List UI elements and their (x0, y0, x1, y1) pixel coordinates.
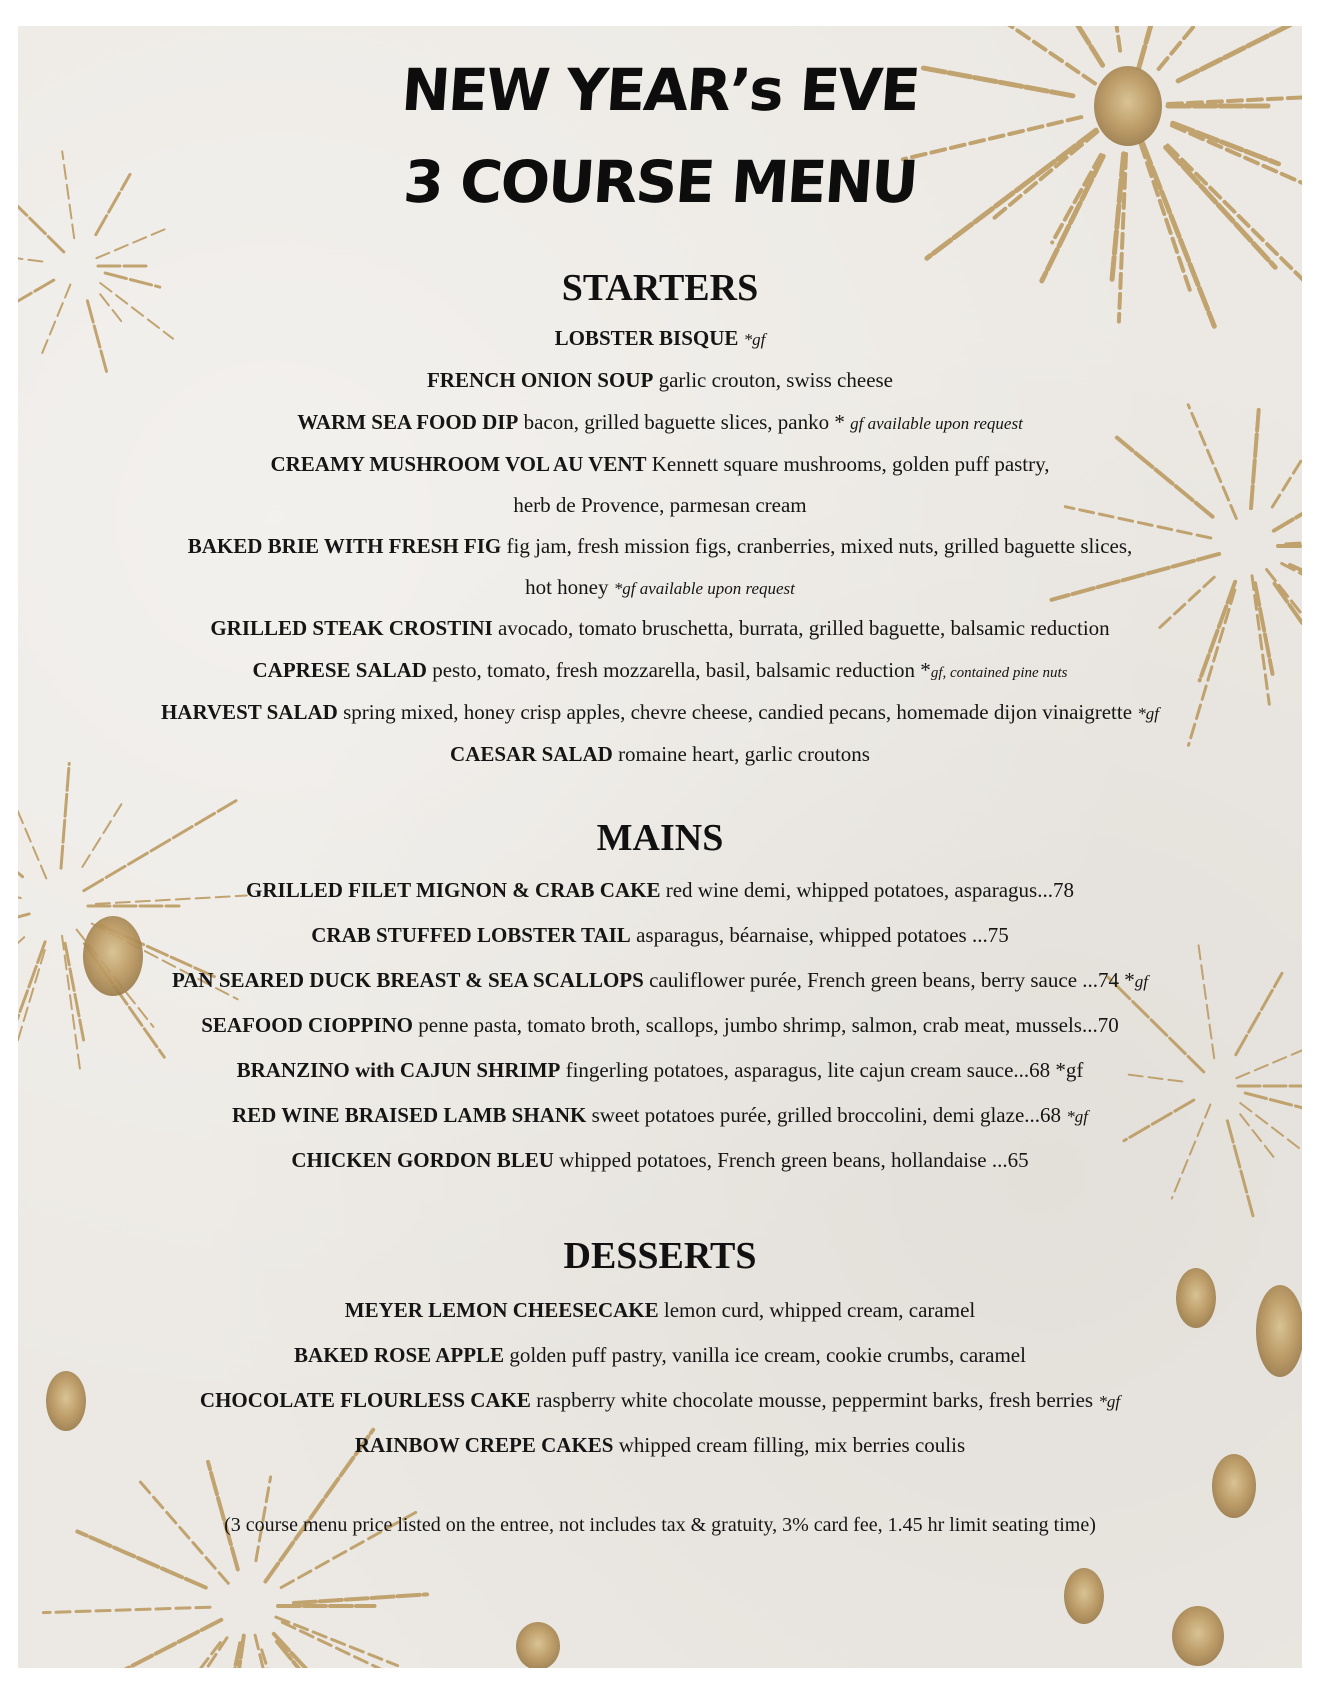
menu-item-warm-sea-food-dip (18, 410, 1302, 435)
dish-name: PAN SEARED DUCK BREAST & SEA SCALLOPS (171, 968, 644, 992)
firework-ray (18, 256, 42, 261)
dietary-note: gf, contained pine nuts (930, 665, 1068, 681)
menu-title-line-1: NEW YEAR’s EVE (399, 56, 921, 124)
glitter-dot (1172, 1606, 1224, 1666)
dish-description: whipped potatoes, French green beans, hollandaise ...65 (559, 1148, 1029, 1172)
menu-item-braised-lamb-shank (18, 1103, 1302, 1128)
menu-footer-note: (3 course menu price listed on the entree, not includes tax & gratuity, 3% card fee, 1.45 hr limit seating time) (224, 1514, 1096, 1536)
dish-description: garlic crouton, swiss cheese (658, 368, 894, 392)
dish-description: golden puff pastry, vanilla ice cream, cookie crumbs, caramel (509, 1343, 1026, 1367)
dietary-note: *gf (1098, 1392, 1121, 1411)
dish-name: RED WINE BRAISED LAMB SHANK (231, 1103, 587, 1127)
menu-item-rainbow-crepe-cakes (18, 1433, 1302, 1458)
dish-description: fingerling potatoes, asparagus, lite cajun cream sauce...68 *gf (565, 1058, 1084, 1082)
dish-name: HARVEST SALAD (160, 700, 338, 724)
desserts-heading: DESSERTS (563, 1235, 757, 1277)
dish-description: whipped cream filling, mix berries coulis (618, 1433, 966, 1457)
menu-item-french-onion-soup (18, 368, 1302, 393)
dish-description: fig jam, fresh mission figs, cranberries, mixed nuts, grilled baguette slices, (506, 534, 1133, 558)
starters-heading: STARTERS (561, 267, 759, 309)
dish-name: CAPRESE SALAD (252, 658, 427, 682)
firework-ray (96, 229, 165, 258)
dish-name: LOBSTER BISQUE (554, 326, 739, 350)
dish-name: WARM SEA FOOD DIP (297, 410, 519, 434)
firework-ray (1199, 945, 1215, 1058)
dish-name: BAKED BRIE WITH FRESH FIG (187, 534, 502, 558)
menu-item-mushroom-vol-au-vent (18, 452, 1302, 477)
dish-description: lemon curd, whipped cream, caramel (663, 1298, 976, 1322)
dish-description: hot honey (525, 575, 609, 599)
firework-ray (1107, 26, 1120, 51)
firework-ray (50, 1620, 222, 1668)
dish-name: GRILLED STEAK CROSTINI (210, 616, 493, 640)
mains-heading: MAINS (596, 817, 724, 859)
dish-description: raspberry white chocolate mousse, peppermint barks, fresh berries (536, 1388, 1094, 1412)
dish-description: herb de Provence, parmesan cream (513, 493, 807, 517)
dish-description: red wine demi, whipped potatoes, asparagus...78 (665, 878, 1074, 902)
dish-description: pesto, tomato, fresh mozzarella, basil, balsamic reduction * (432, 658, 931, 682)
menu-item-mushroom-vol-au-vent-cont (18, 493, 1302, 518)
menu-item-meyer-lemon-cheesecake (18, 1298, 1302, 1323)
firework-ray (43, 1607, 210, 1612)
menu-item-caprese-salad (18, 658, 1302, 683)
dish-name: CREAMY MUSHROOM VOL AU VENT (270, 452, 647, 476)
firework-ray (294, 1594, 427, 1603)
menu-item-chicken-gordon-bleu (18, 1148, 1302, 1173)
menu-item-crab-stuffed-lobster-tail (18, 923, 1302, 948)
dietary-note: gf (1134, 972, 1149, 991)
menu-item-branzino-cajun-shrimp (18, 1058, 1302, 1083)
dish-name: MEYER LEMON CHEESECAKE (344, 1298, 659, 1322)
dish-description: cauliflower purée, French green beans, berry sauce ...74 * (649, 968, 1135, 992)
glitter-dot (516, 1622, 560, 1668)
glitter-dot (1212, 1454, 1256, 1518)
dish-name: CHICKEN GORDON BLEU (291, 1148, 554, 1172)
menu-item-filet-mignon-crab-cake (18, 878, 1302, 903)
dish-description: Kennett square mushrooms, golden puff pastry, (651, 452, 1050, 476)
dish-name: GRILLED FILET MIGNON & CRAB CAKE (246, 878, 661, 902)
dish-description: romaine heart, garlic croutons (618, 742, 870, 766)
dish-name: CRAB STUFFED LOBSTER TAIL (311, 923, 631, 947)
menu-item-lobster-bisque (18, 326, 1302, 351)
dish-description: avocado, tomato bruschetta, burrata, grilled baguette, balsamic reduction (497, 616, 1110, 640)
dietary-note: *gf (1137, 704, 1160, 723)
dish-name: CHOCOLATE FLOURLESS CAKE (199, 1388, 531, 1412)
glitter-dot (1064, 1568, 1104, 1624)
dish-description: spring mixed, honey crisp apples, chevre cheese, candied pecans, homemade dijon vinaigrette (343, 700, 1133, 724)
menu-title-line-2: 3 COURSE MENU (401, 148, 919, 216)
menu-item-baked-brie (18, 534, 1302, 559)
dish-description: asparagus, béarnaise, whipped potatoes ...75 (636, 923, 1009, 947)
menu-paper (18, 26, 1302, 1668)
menu-item-harvest-salad (18, 700, 1302, 725)
dish-name: SEAFOOD CIOPPINO (201, 1013, 414, 1037)
firework-ray (77, 1532, 206, 1588)
dietary-note: *gf (1066, 1107, 1089, 1126)
menu-item-seafood-cioppino (18, 1013, 1302, 1038)
dietary-note: *gf available upon request (613, 579, 795, 598)
dish-name: RAINBOW CREPE CAKES (354, 1433, 614, 1457)
dish-description: sweet potatoes purée, grilled broccolini, demi glaze...68 (591, 1103, 1062, 1127)
dietary-note: *gf (743, 330, 766, 349)
menu-item-baked-rose-apple (18, 1343, 1302, 1368)
firework-ray (219, 1636, 244, 1668)
dish-name: FRENCH ONION SOUP (426, 368, 654, 392)
menu-item-baked-brie-cont (18, 575, 1302, 600)
dish-name: CAESAR SALAD (450, 742, 613, 766)
dietary-note: gf available upon request (850, 414, 1023, 433)
dish-name: BAKED ROSE APPLE (294, 1343, 505, 1367)
dish-name: BRANZINO with CAJUN SHRIMP (236, 1058, 561, 1082)
dish-description: penne pasta, tomato broth, scallops, jumbo shrimp, salmon, crab meat, mussels...70 (418, 1013, 1119, 1037)
menu-item-duck-breast-scallops (18, 968, 1302, 993)
menu-item-caesar-salad (18, 742, 1302, 767)
dish-description: bacon, grilled baguette slices, panko * (523, 410, 845, 434)
menu-item-chocolate-flourless-cake (18, 1388, 1302, 1413)
menu-item-grilled-steak-crostini (18, 616, 1302, 641)
